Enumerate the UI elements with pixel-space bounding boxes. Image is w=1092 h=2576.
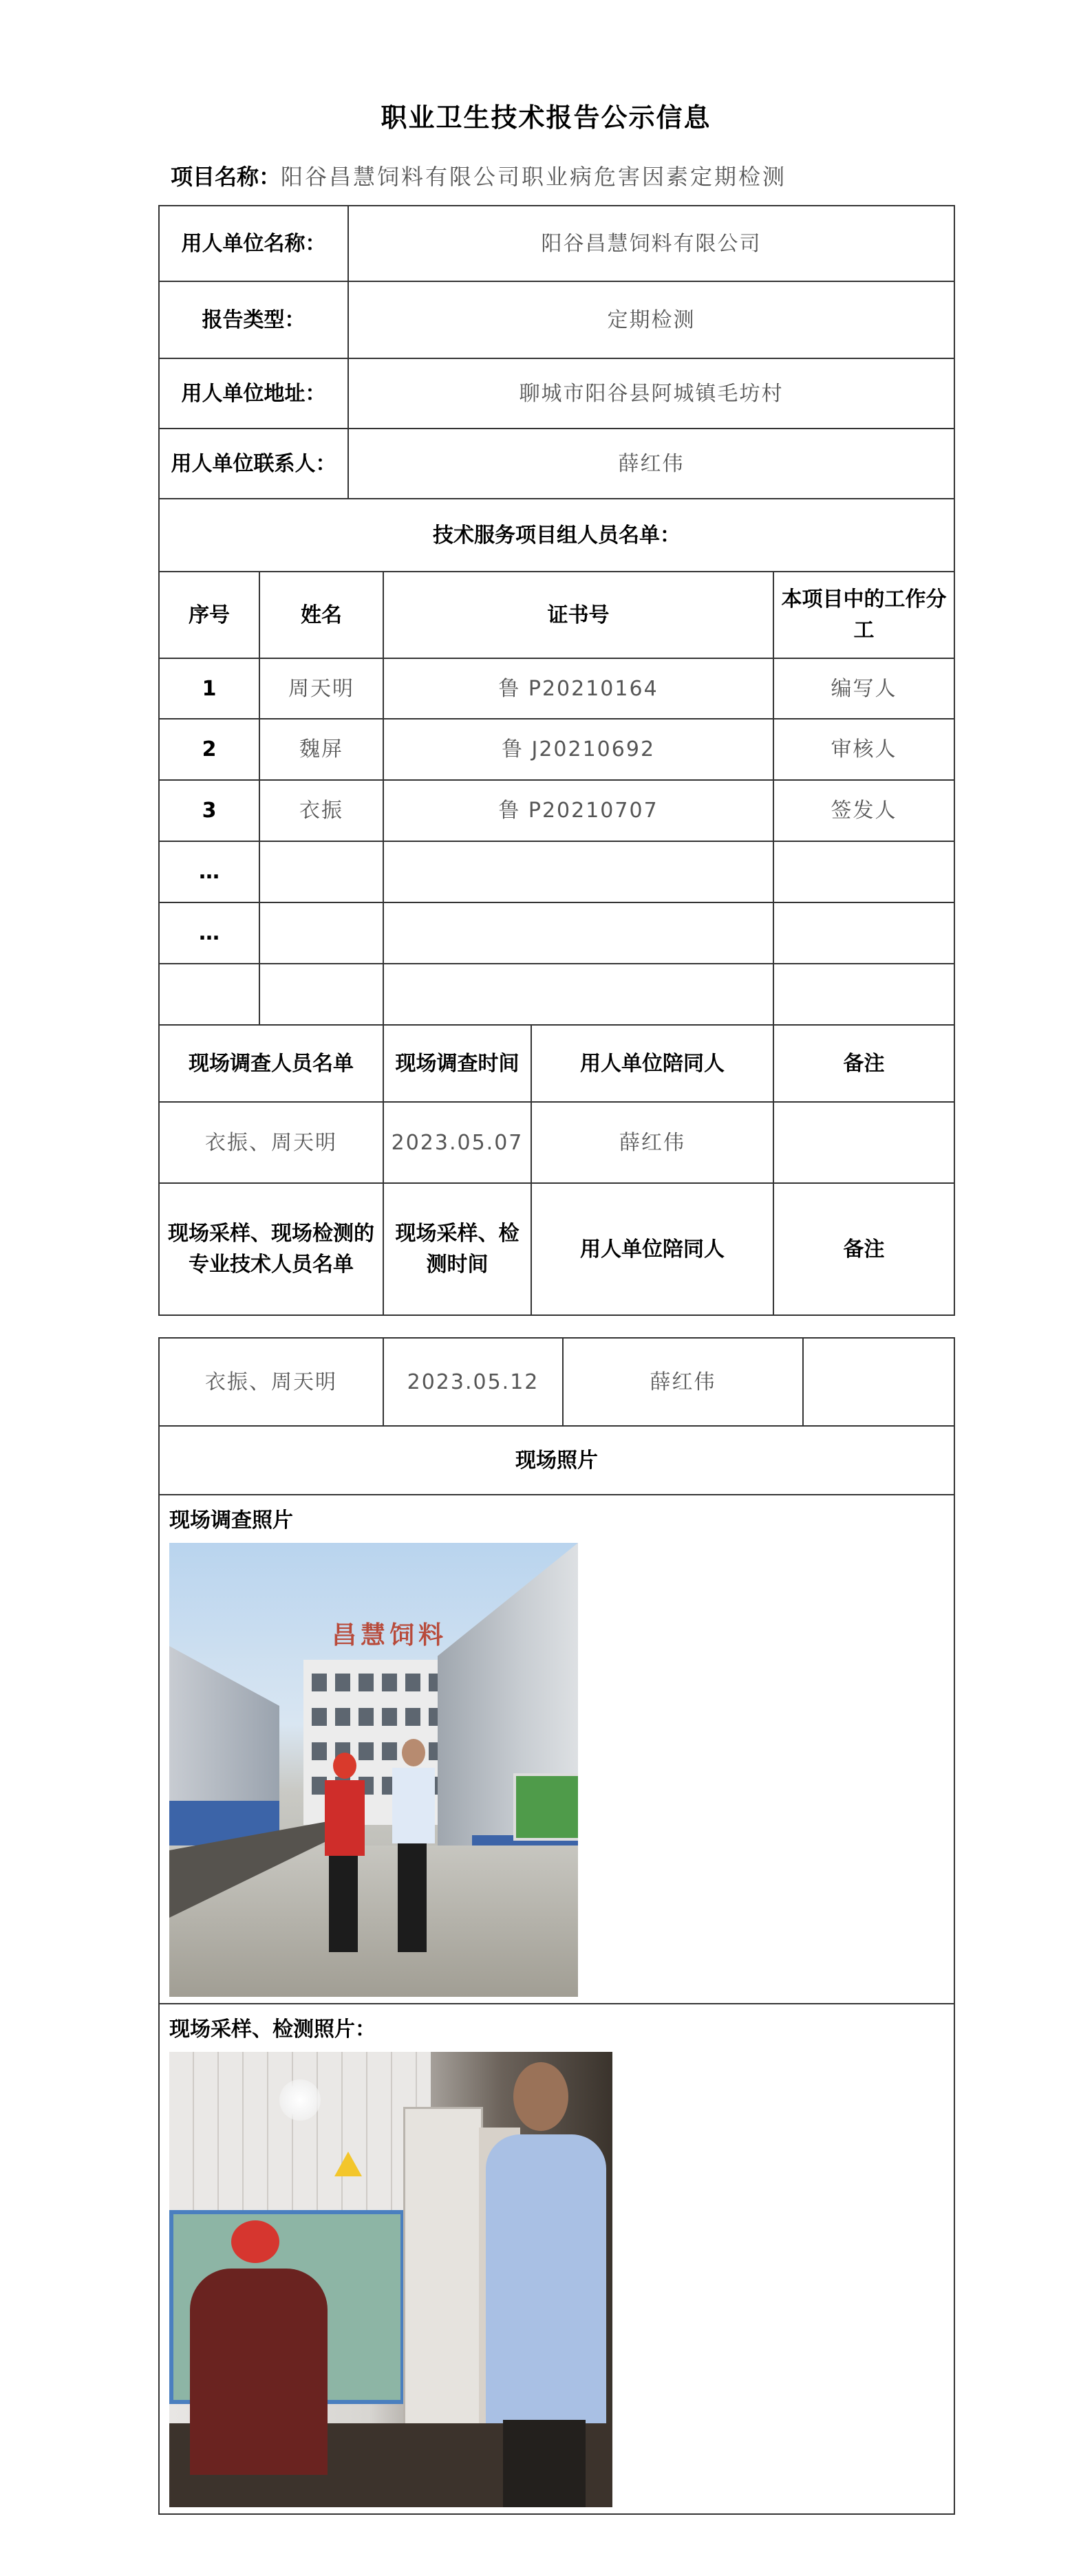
cell-no: 1 bbox=[159, 658, 259, 719]
photo-person-right bbox=[388, 1739, 436, 1959]
column-header: 备注 bbox=[773, 1025, 954, 1102]
sampling-staff: 衣振、周天明 bbox=[159, 1338, 383, 1426]
info-label: 报告类型： bbox=[159, 281, 348, 358]
column-header: 备注 bbox=[773, 1183, 954, 1315]
column-header: 姓名 bbox=[259, 572, 383, 658]
cell-name bbox=[259, 964, 383, 1025]
survey-photo-label: 现场调查照片 bbox=[169, 1508, 293, 1533]
report-info-table bbox=[158, 205, 955, 1316]
cell-cert bbox=[383, 902, 773, 964]
sampling-row bbox=[159, 1338, 954, 1426]
project-line bbox=[171, 160, 786, 191]
survey-row bbox=[159, 1102, 954, 1183]
survey-companion: 薛红伟 bbox=[531, 1102, 773, 1183]
cell-cert bbox=[383, 964, 773, 1025]
column-header: 用人单位陪同人 bbox=[531, 1025, 773, 1102]
survey-note bbox=[773, 1102, 954, 1183]
info-label: 用人单位名称： bbox=[159, 206, 348, 281]
cell-role: 审核人 bbox=[773, 719, 954, 780]
sampling-date: 2023.05.12 bbox=[383, 1338, 563, 1426]
sampling-photo-cell bbox=[159, 2004, 954, 2514]
photo-notice-board bbox=[513, 1773, 578, 1841]
cell-role bbox=[773, 841, 954, 902]
table-row bbox=[159, 841, 954, 902]
sampling-photo bbox=[169, 2052, 612, 2507]
info-value: 定期检测 bbox=[348, 281, 954, 358]
cell-no: … bbox=[159, 902, 259, 964]
table-row bbox=[159, 964, 954, 1025]
cell-cert: 鲁 J20210692 bbox=[383, 719, 773, 780]
survey-photo bbox=[169, 1543, 578, 1997]
cell-name bbox=[259, 841, 383, 902]
table-row bbox=[159, 902, 954, 964]
column-header: 现场调查人员名单 bbox=[159, 1025, 383, 1102]
cell-cert: 鲁 P20210707 bbox=[383, 780, 773, 841]
cell-role bbox=[773, 902, 954, 964]
cell-no: 3 bbox=[159, 780, 259, 841]
column-header: 现场采样、检测时间 bbox=[383, 1183, 531, 1315]
photos-heading: 现场照片 bbox=[159, 1426, 954, 1495]
table-row bbox=[159, 658, 954, 719]
survey-photo-cell bbox=[159, 1495, 954, 2004]
cell-cert bbox=[383, 841, 773, 902]
photo-ceiling-light bbox=[279, 2079, 321, 2121]
team-heading: 技术服务项目组人员名单： bbox=[159, 499, 954, 572]
sampling-note bbox=[803, 1338, 954, 1426]
project-value: 阳谷昌慧饲料有限公司职业病危害因素定期检测 bbox=[281, 164, 787, 190]
table-row bbox=[159, 719, 954, 780]
info-label: 用人单位联系人： bbox=[159, 429, 348, 499]
column-header: 本项目中的工作分工 bbox=[773, 572, 954, 658]
sampling-photo-row bbox=[159, 2004, 954, 2514]
photo-factory-sign: 昌慧饲料 bbox=[331, 1621, 447, 1649]
cell-name bbox=[259, 902, 383, 964]
cell-name: 衣振 bbox=[259, 780, 383, 841]
cell-cert: 鲁 P20210164 bbox=[383, 658, 773, 719]
info-value: 薛红伟 bbox=[348, 429, 954, 499]
cell-role: 编写人 bbox=[773, 658, 954, 719]
sampling-header-row bbox=[159, 1183, 954, 1315]
info-row bbox=[159, 358, 954, 429]
photo-inspector bbox=[472, 2062, 610, 2507]
team-header-row bbox=[159, 572, 954, 658]
info-row bbox=[159, 206, 954, 281]
photo-worker bbox=[176, 2220, 334, 2507]
warning-sign-icon bbox=[334, 2152, 362, 2176]
column-header: 用人单位陪同人 bbox=[531, 1183, 773, 1315]
info-row bbox=[159, 281, 954, 358]
cell-name: 魏屏 bbox=[259, 719, 383, 780]
info-value: 聊城市阳谷县阿城镇毛坊村 bbox=[348, 358, 954, 429]
cell-no: 2 bbox=[159, 719, 259, 780]
survey-header-row bbox=[159, 1025, 954, 1102]
photo-wall bbox=[169, 2052, 431, 2224]
info-value: 阳谷昌慧饲料有限公司 bbox=[348, 206, 954, 281]
survey-photo-row bbox=[159, 1495, 954, 2004]
team-heading-row bbox=[159, 499, 954, 572]
survey-date: 2023.05.07 bbox=[383, 1102, 531, 1183]
table-row bbox=[159, 780, 954, 841]
sampling-photos-table bbox=[158, 1337, 955, 2515]
photo-person-left bbox=[319, 1753, 367, 1959]
photos-heading-row bbox=[159, 1426, 954, 1495]
info-label: 用人单位地址： bbox=[159, 358, 348, 429]
page-title: 职业卫生技术报告公示信息 bbox=[381, 102, 711, 133]
sampling-photo-label: 现场采样、检测照片： bbox=[169, 2017, 376, 2042]
column-header: 现场采样、现场检测的专业技术人员名单 bbox=[159, 1183, 383, 1315]
cell-role: 签发人 bbox=[773, 780, 954, 841]
cell-name: 周天明 bbox=[259, 658, 383, 719]
column-header: 证书号 bbox=[383, 572, 773, 658]
cell-no: … bbox=[159, 841, 259, 902]
info-row bbox=[159, 429, 954, 499]
column-header: 现场调查时间 bbox=[383, 1025, 531, 1102]
cell-no bbox=[159, 964, 259, 1025]
cell-role bbox=[773, 964, 954, 1025]
sampling-companion: 薛红伟 bbox=[563, 1338, 803, 1426]
survey-staff: 衣振、周天明 bbox=[159, 1102, 383, 1183]
project-label: 项目名称： bbox=[171, 164, 281, 190]
column-header: 序号 bbox=[159, 572, 259, 658]
